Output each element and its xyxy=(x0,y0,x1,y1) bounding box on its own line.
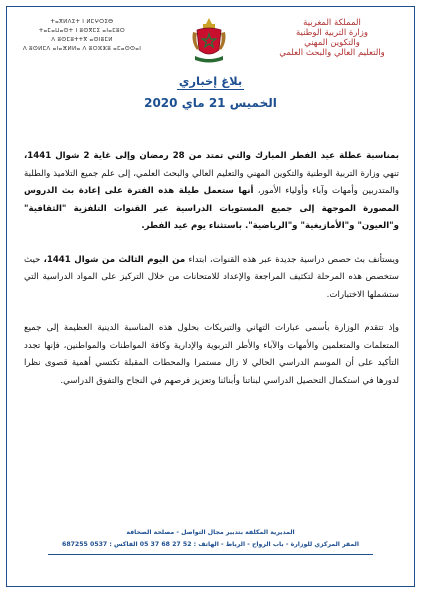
letterhead xyxy=(0,12,421,72)
document-body xyxy=(24,148,399,406)
ministry-name-amazigh xyxy=(22,18,142,54)
footer-department: المديرية المكلفة بتدبير مجال التواصل - مصلحة الصحافة xyxy=(126,529,295,536)
footer xyxy=(0,528,421,555)
paragraph-2-text-end: حيث ستخصص هذه المرحلة لتكثيف المراجعة والإعداد للامتحانات من خلال التركيز على المواد الدراسية التي ستشملها الاختبارات. xyxy=(24,254,399,300)
paragraph-2-text: ويستأنف بث حصص دراسية جديدة عبر هذه القنوات، ابتداء xyxy=(185,254,399,265)
ministry-am-line: ⵜⴰⵎⴰⵡⴰⵙⵜ ⵏ ⵓⵙⴳⵎⵉ ⴰⵏⴰⵎⵓⵔ xyxy=(38,28,126,34)
ministry-ar-line: المملكة المغربية xyxy=(303,18,361,28)
footer-rule xyxy=(48,554,373,555)
document-date: الخميس 21 ماي 2020 xyxy=(144,96,277,110)
ministry-ar-line: والتعليم العالي والبحث العلمي xyxy=(279,48,385,58)
ministry-am-line: ⴷ ⵓⵙⵍⵎⴷ ⴰⵏⴰⴼⵍⵍⴰ ⴷ ⵓⵔⵣⵣⵓ ⴰⵎⴰⵙⵙⴰⵏ xyxy=(22,46,142,52)
paragraph-3: وإذ تتقدم الوزارة بأسمى عبارات التهاني والتبريكات بحلول هذه المناسبة الدينية العظيمة إلى جميع المتعلمات والمتعلمين والأمهات والآباء والأطر التربوية والإدارية وكافة المواطنات والمواطنين، فإنها تجدد التأكيد على أن الموسم الدراسي الحالي لا زال مستمرا والمحطات المقبلة تكتسي أهمية قصوى نظرا لدورها في استكمال التحصيل الدراسي لبناتنا وأبنائنا وتعزيز فرصهم في النجاح والتفوق الدراسي. xyxy=(24,323,399,386)
paragraph-2-bold-date: من اليوم الثالث من شوال 1441، xyxy=(43,254,186,265)
title-block xyxy=(0,70,421,110)
ministry-name-arabic xyxy=(277,18,387,58)
ministry-ar-line: والتكوين المهني xyxy=(304,38,360,48)
paragraph-1 xyxy=(24,148,399,236)
ministry-am-line: ⵜⴰⴳⵍⴷⵉⵜ ⵏ ⵍⵎⵖⵔⵉⴱ xyxy=(50,19,114,25)
paragraph-1-bold-intro: بمناسبة عطلة عيد الفطر المبارك والتي تمتد من 28 رمضان وإلى غاية 2 شوال 1441، xyxy=(24,151,399,161)
royal-emblem-icon xyxy=(189,16,229,66)
footer-address: المقر المركزي للوزارة - باب الرواح - الرباط - الهاتف : 52 27 68 37 05 الفاكس : 0537 687255 xyxy=(62,541,359,548)
ministry-am-line: ⴷ ⵓⵙⵎⵓⵜⵜⴳ ⴰⵙⵏⵓⵎⵍ xyxy=(51,37,113,43)
ministry-ar-line: وزارة التربية الوطنية xyxy=(295,28,369,38)
document-title: بلاغ إخباري xyxy=(178,74,243,88)
paragraph-1-text: تنهي وزارة التربية الوطنية والتكوين المهني والتعليم العالي والبحث العلمي، إلى علم جميع التلاميذ والطلبة والمتدربين وأمهات وآباء وأولياء الأمور، xyxy=(24,168,399,196)
paragraph-1-bold-announcement: أنها ستعمل طيلة هذه الفترة على إعادة بث الدروس المصورة الموجهة إلى جميع المستويات الدراسية عبر القنوات التلفزية "الثقافية" و"العيون" و"الأمازيغية" و"الرياضية". باستثناء يوم عيد الفطر. xyxy=(24,186,399,231)
paragraph-2 xyxy=(24,252,399,305)
